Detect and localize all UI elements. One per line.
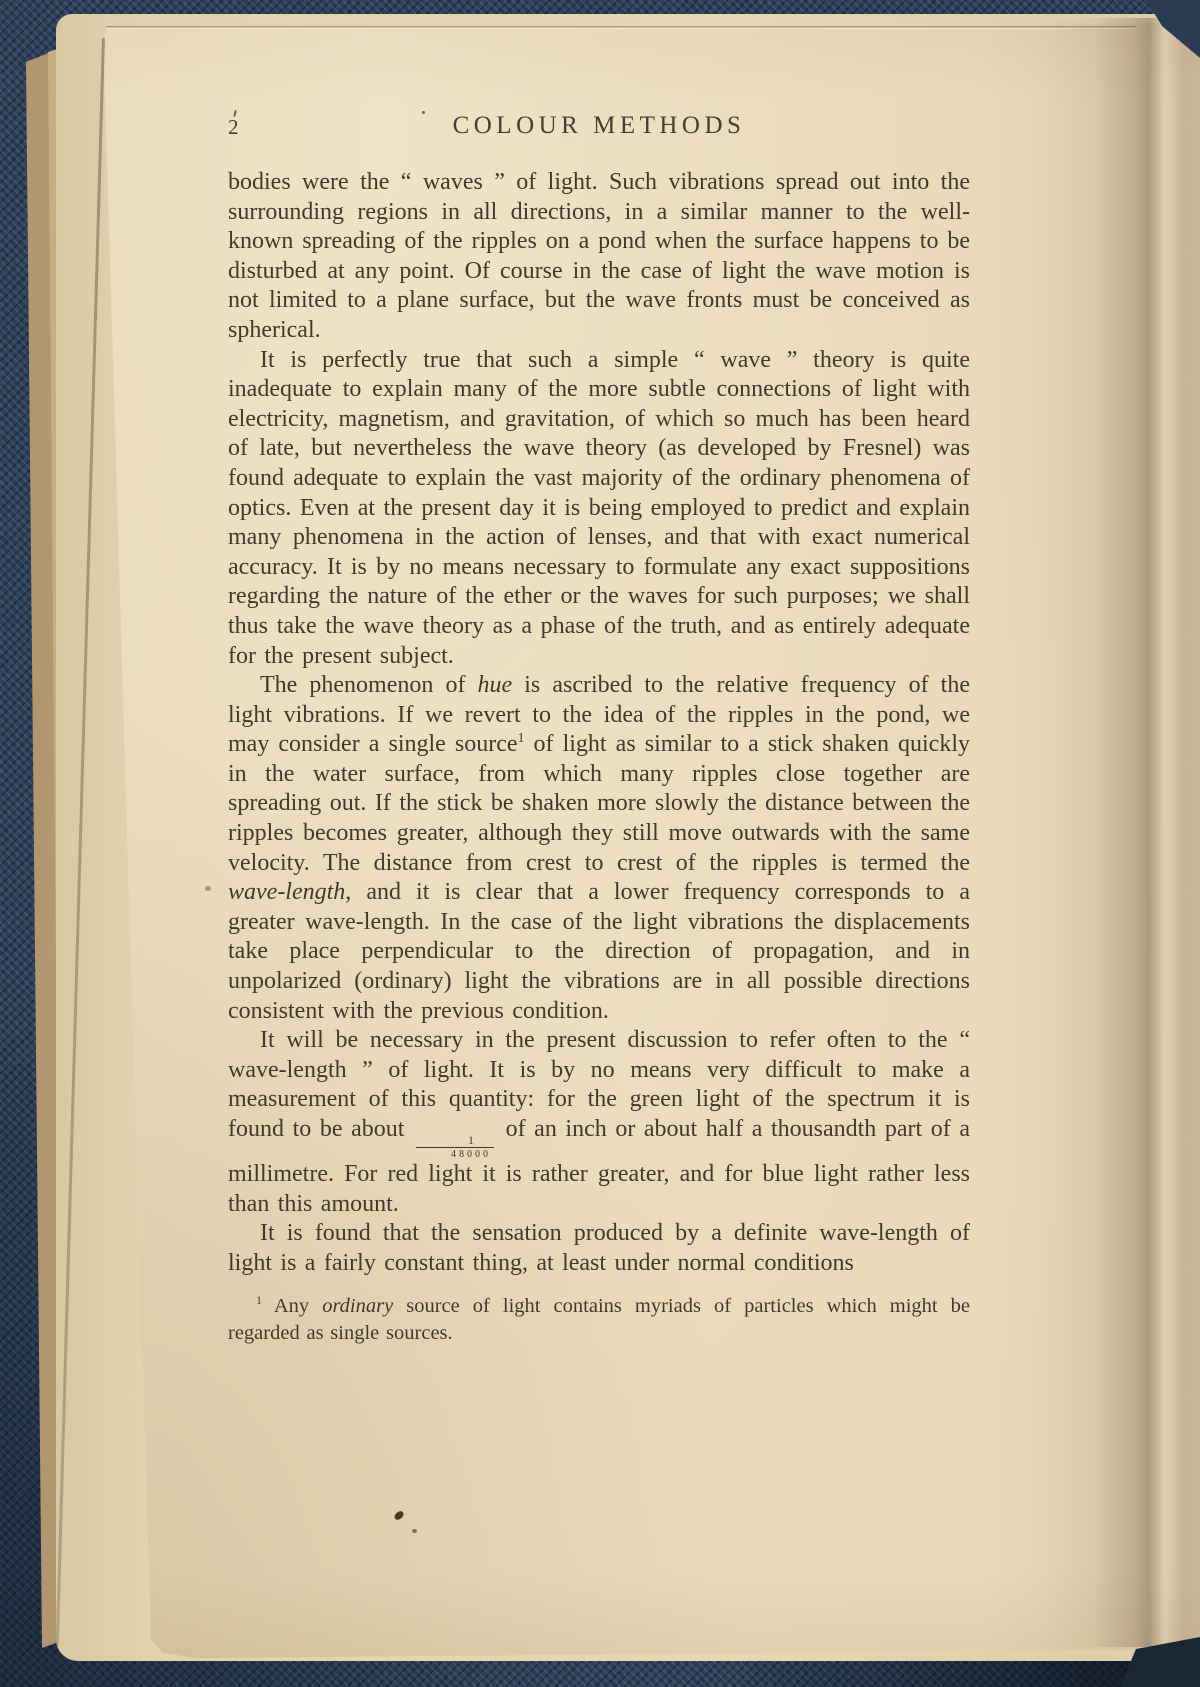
fraction: $\frac{1}{48000}$ — [416, 1134, 494, 1160]
running-header-title: COLOUR METHODS — [452, 112, 746, 139]
footnote — [228, 1293, 970, 1347]
ink-stain-small — [412, 1529, 417, 1533]
page-gutter-shadow — [1040, 18, 1200, 1647]
running-header — [228, 112, 970, 168]
paper-speck — [205, 886, 211, 891]
paragraph: bodies were the “ waves ” of light. Such vibrations spread out into the surrounding regions in all directions, in a similar manner to the well-known spreading of the ripples on a pond when the surface happens to be disturbed at any point. Of course in the case of light the wave motion is not limited to a plane surface, but the wave fronts must be conceived as spherical. — [228, 169, 970, 343]
body-text — [228, 168, 970, 1278]
page-number: 2 — [228, 115, 239, 139]
paragraph: The phenomenon of hue is ascribed to the relative frequency of the light vibrations. If we revert to the idea of the ripples in the pond, we may consider a single source$^1$ of light as similar to a stick shaken quickly in the water surface, from which many ripples close together are spreading out. If the stick be shaken more slowly the distance between the ripples becomes greater, although they still move outwards with the same velocity. The distance from crest to crest of the ripples is termed the wave-length, and it is clear that a lower frequency corresponds to a greater wave-length. In the case of the light vibrations the displacements take place perpendicular to the direction of propagation, and in unpolarized (ordinary) light the vibrations are in all possible directions consistent with the previous condition. — [228, 672, 970, 1024]
page-top-edge-line — [106, 26, 1136, 29]
paragraph: It will be necessary in the present discussion to refer often to the “ wave-length ” of light. It is by no means very difficult to make a measurement of this quantity: for the green light of the spectrum it is found to be about $\frac{1}{48000}$ of an inch or about half a thousandth part of a millimetre. For red light it is rather greater, and for blue light rather less than this amount. — [228, 1027, 971, 1217]
text-block — [228, 112, 970, 1347]
paragraph: It is perfectly true that such a simple “ wave ” theory is quite inadequate to explain many of the more subtle connections of light with electricity, magnetism, and gravitation, of which so much has been heard of late, but nevertheless the wave theory (as developed by Fresnel) was found adequate to explain the vast majority of the ordinary phenomena of optics. Even at the present day it is being employed to predict and explain many phenomena in the action of lenses, and that with exact numerical accuracy. It is by no means necessary to formulate any exact suppositions regarding the nature of the ether or the waves for such purposes; we shall thus take the wave theory as a phase of the truth, and as entirely adequate for the present subject. — [228, 346, 970, 669]
paragraph: It is found that the sensation produced by a definite wave-length of light is a fairly constant thing, at least under normal conditions — [228, 1220, 970, 1276]
footnote-text: $^1$ Any ordinary source of light contains myriads of particles which might be regarded as single sources. — [228, 1293, 970, 1345]
